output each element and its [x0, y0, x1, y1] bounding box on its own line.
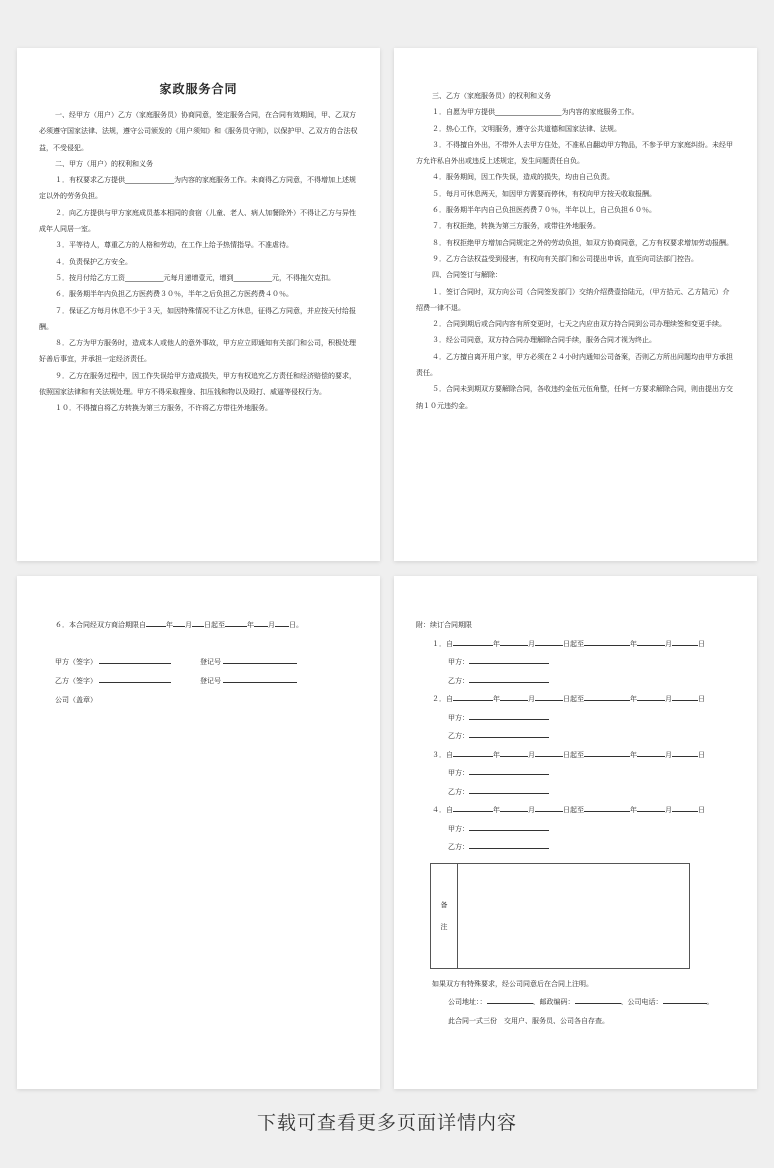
blank-line — [500, 804, 528, 812]
blank-line — [584, 638, 630, 646]
blank-line — [637, 749, 665, 757]
blank-line — [487, 996, 533, 1004]
clause-item: ５．每月可休息两天，如因甲方需要而停休，有权向甲方按天收取报酬。 — [432, 189, 656, 198]
renewal-list — [416, 635, 735, 857]
registration-line — [223, 675, 297, 683]
clause-item: ８．乙方为甲方服务时，造成本人或他人的意外事故，甲方应立即通知有关部门和公司，积极处理好善后事宜，并承担一定经济责任。 — [39, 339, 356, 364]
renewal-header: 附：续订合同期限 — [416, 621, 472, 629]
blank-line — [500, 749, 528, 757]
signature-line — [469, 675, 549, 683]
blank-line — [584, 804, 630, 812]
signature-line — [469, 656, 549, 664]
renewal-period-line: ３．自 年 月 日起至 年 月 日 — [432, 750, 705, 759]
remarks-area[interactable] — [458, 864, 689, 968]
contract-page-4 — [394, 576, 757, 1089]
blank-line — [637, 638, 665, 646]
signature-line — [99, 656, 171, 664]
clause-item: ３．经公司同意，双方持合同办理解除合同手续，服务合同才视为终止。 — [432, 336, 656, 345]
blank-line — [535, 693, 563, 701]
blank-line — [192, 619, 204, 627]
blank-line — [584, 749, 630, 757]
signature-line — [469, 841, 549, 849]
blank-line — [584, 693, 630, 701]
clause-item: ２．向乙方提供与甲方家庭成员基本相同的食宿（儿童、老人、病人加餐除外）不得让乙方与异性成年人同居一室。 — [39, 208, 356, 234]
blank-line — [672, 804, 698, 812]
party-a-line: 甲方： — [416, 764, 735, 783]
clause-item: １．签订合同时，双方向公司（合同签发部门）交纳介绍费壹拾陆元，（甲方拾元、乙方陆元）介绍费一律不退。 — [416, 287, 730, 312]
signature-line — [469, 730, 549, 738]
blank-line — [637, 804, 665, 812]
blank-line — [453, 749, 493, 757]
blank-line — [254, 619, 268, 627]
page-title: 家政服务合同 — [159, 82, 238, 96]
party-b-line: 乙方： — [416, 672, 735, 691]
clause-item: ７．保证乙方每月休息不少于３天，如因特殊情况不让乙方休息，征得乙方同意，并应按天付给报酬。 — [39, 306, 356, 331]
renewal-period-line: １．自 年 月 日起至 年 月 日 — [432, 639, 705, 648]
section-heading: 四、合同签订与解除： — [432, 271, 502, 280]
remarks-box — [430, 863, 690, 969]
clause-item: ５．按月付给乙方工资___________元每月递增壹元，增到___________元，不得拖欠克扣。 — [55, 273, 335, 282]
clause-item: １．自愿为甲方提供___________________为内容的家庭服务工作。 — [432, 108, 639, 117]
download-caption: 下载可查看更多页面详情内容 — [256, 1112, 517, 1134]
company-info-line: 公司地址：： 、邮政编码： 、公司电话： 。 — [448, 998, 714, 1006]
company-seal-row: 公司（盖章） — [55, 695, 97, 704]
clause-item: ２．热心工作，文明服务，遵守公共道德和国家法律、法规。 — [432, 124, 621, 133]
blank-line — [500, 693, 528, 701]
blank-line — [275, 619, 289, 627]
blank-line — [453, 804, 493, 812]
blank-line — [500, 638, 528, 646]
registration-line — [223, 656, 297, 664]
signature-row: 甲方（签字） 登记号 — [39, 653, 358, 672]
intro-paragraph: 一、经甲方（用户）乙方（家庭服务员）协商同意，签定服务合同，在合同有效期间，甲、乙双方必须遵守国家法律、法规，遵守公司颁发的《用户须知》和《服务员守则》，以保护甲、乙双方的合法权益，不受侵犯。 — [39, 111, 358, 152]
clause-item: ９．乙方在服务过程中，因工作失误给甲方造成损失，甲方有权追究乙方责任和经济赔偿的要求，依照国家法律和有关法规处理。甲方不得采取搜身、扣压钱和物以及殴打、威逼等侵权行为。 — [39, 371, 356, 397]
blank-line — [672, 638, 698, 646]
contract-period-line: ６．本合同经双方商洽期限自 年 月 日起至 年 月 日。 — [55, 621, 303, 629]
contract-page-2 — [394, 48, 757, 561]
party-b-line: 乙方： — [416, 838, 735, 857]
blank-line — [663, 996, 707, 1004]
blank-line — [225, 619, 247, 627]
party-a-line: 甲方： — [416, 653, 735, 672]
clause-item: ６．服务期半年内自己负担医药费７０％，半年以上，自己负担６０％。 — [432, 206, 656, 215]
section-heading: 三、乙方（家庭服务员）的权利和义务 — [432, 92, 551, 100]
party-b-line: 乙方： — [416, 727, 735, 746]
clause-list — [416, 284, 735, 414]
clause-item: ３．平等待人，尊重乙方的人格和劳动，在工作上给予热情指导。不准虐待。 — [55, 241, 293, 250]
clause-item: ４．服务期间，因工作失误，造成的损失，均由自己负责。 — [432, 173, 614, 182]
clause-item: ４．负责保护乙方安全。 — [55, 257, 132, 266]
copies-note: 此合同一式三份 交用户、服务员、公司各自存查。 — [448, 1016, 609, 1025]
contract-page-3 — [17, 576, 380, 1089]
blank-line — [173, 619, 185, 627]
signature-row: 乙方（签字） 登记号 — [39, 672, 358, 691]
blank-line — [672, 693, 698, 701]
blank-line — [535, 749, 563, 757]
clause-item: ５．合同未到期双方要解除合同，各收违约金伍元伍角整，任何一方要求解除合同，则由提出方交纳１０元违约金。 — [416, 385, 733, 410]
blank-line — [453, 693, 493, 701]
party-b-line: 乙方： — [416, 783, 735, 802]
signature-line — [469, 712, 549, 720]
signature-line — [469, 767, 549, 775]
renewal-period-line: ２．自 年 月 日起至 年 月 日 — [432, 695, 705, 703]
signature-line — [469, 823, 549, 831]
party-a-line: 甲方： — [416, 820, 735, 839]
blank-line — [453, 638, 493, 646]
clause-item: １０．不得擅自将乙方转换为第三方服务，不许将乙方带往外地服务。 — [55, 404, 272, 413]
section-heading: 二、甲方（用户）的权利和义务 — [55, 159, 153, 168]
blank-line — [672, 749, 698, 757]
blank-line — [535, 804, 563, 812]
signature-line — [99, 675, 171, 683]
clause-item: ９．乙方合法权益受到侵害，有权向有关部门和公司提出申诉，直至向司法部门控告。 — [432, 254, 698, 263]
special-note: 如果双方有特殊要求，经公司同意后在合同上注明。 — [432, 979, 593, 988]
blank-line — [146, 619, 166, 627]
clause-item: ３．不得擅自外出，不带外人去甲方住处，不准私自翻动甲方物品，不参予甲方家庭纠纷。未经甲方允许私自外出或违反上述规定，发生问题责任自负。 — [416, 140, 733, 166]
remarks-label: 备 注 — [431, 864, 458, 968]
renewal-period-line: ４．自 年 月 日起至 年 月 日 — [432, 806, 705, 814]
blank-line — [637, 693, 665, 701]
blank-line — [535, 638, 563, 646]
clause-item: ２．合同到期后或合同内容有所变更时，七天之内应由双方持合同到公司办理续签和变更手续。 — [432, 320, 726, 329]
clause-item: ４．乙方擅自离开用户家，甲方必须在２４小时内通知公司备案，否则乙方所出问题均由甲方承担责任。 — [416, 352, 733, 378]
blank-line — [575, 996, 621, 1004]
clause-item: ８．有权拒绝甲方增加合同规定之外的劳动负担，如双方协商同意，乙方有权要求增加劳动报酬。 — [432, 238, 733, 247]
signature-line — [469, 786, 549, 794]
contract-page-1 — [17, 48, 380, 561]
party-a-line: 甲方： — [416, 709, 735, 728]
clause-item: ７．有权拒绝，转换为第三方服务，或带往外地服务。 — [432, 222, 600, 231]
clause-list — [416, 104, 735, 267]
clause-item: ６．服务期半年内负担乙方医药费３０％，半年之后负担乙方医药费４０％。 — [55, 290, 293, 299]
clause-list — [39, 172, 358, 416]
clause-item: １．有权要求乙方提供______________为内容的家庭服务工作。未商得乙方同意，不得增加上述规定以外的劳务负担。 — [39, 176, 356, 201]
